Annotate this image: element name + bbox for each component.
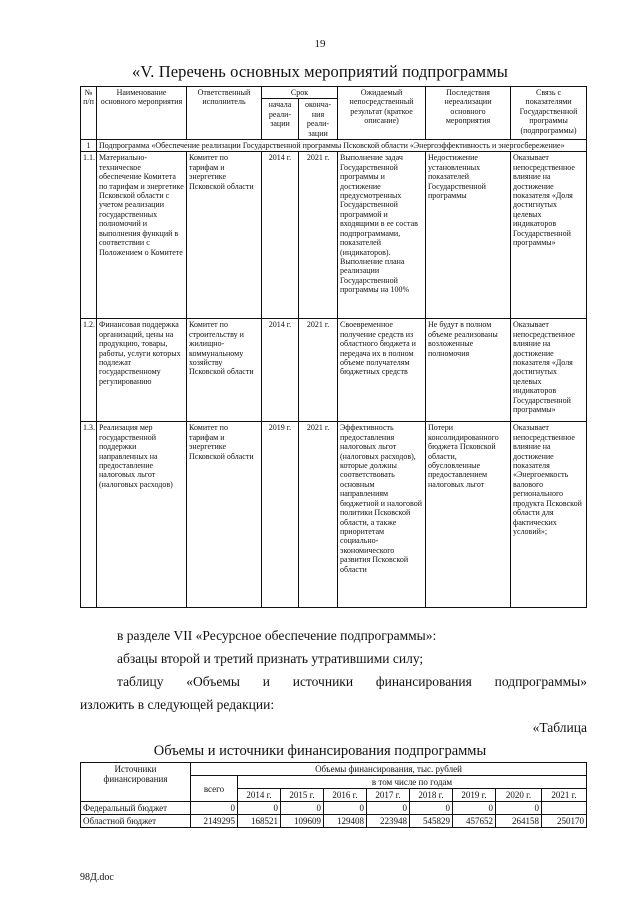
- funding-value: [542, 802, 587, 815]
- row-end: 2021 г.: [299, 422, 338, 608]
- text-line-paragraphs: абзацы второй и третий признать утратившими силу;: [117, 651, 424, 666]
- table-row: [81, 422, 587, 608]
- funding-value: 0: [367, 802, 410, 815]
- row-expected: Своевременное получение средств из областного бюджета и передача их в полном объеме получателям бюджетных средств: [338, 319, 426, 422]
- header-term-start: начала реали-зации: [262, 99, 299, 140]
- text-line-table-ref: таблицу «Объемы и источники финансирования подпрограммы»: [117, 674, 587, 689]
- table-row: [81, 152, 587, 319]
- year-header: 2014 г.: [238, 789, 281, 802]
- row-consequences: Недостижение установленных показателей Государственной программы: [426, 152, 511, 319]
- header-name: Наименование основного мероприятия: [97, 87, 187, 140]
- header-link: Связь с показателями Государственной программы (подпрограммы): [511, 87, 587, 140]
- year-header: 2017 г.: [367, 789, 410, 802]
- header-consequences: Последствия нереализации основного мероприятия: [426, 87, 511, 140]
- row-num: 1.2.: [81, 319, 97, 422]
- page-number: 19: [314, 38, 326, 50]
- year-header: 2015 г.: [281, 789, 324, 802]
- funding-value: 0: [453, 802, 496, 815]
- funding-value: 168521: [238, 815, 281, 828]
- row-num: 1.1.: [81, 152, 97, 319]
- table-row: [81, 815, 587, 828]
- header-expected: Ожидаемый непосредственный результат (краткое описание): [338, 87, 426, 140]
- table-row: [81, 802, 587, 815]
- row-start: 2014 г.: [262, 152, 299, 319]
- year-header: 2021 г.: [542, 789, 587, 802]
- subprogram-text: Подпрограмма «Обеспечение реализации Государственной программы Псковской области «Энергоэффективность и энергосбережение»: [97, 140, 587, 152]
- funding-value: 0: [324, 802, 367, 815]
- funding-table-title: Объемы и источники финансирования подпрограммы: [153, 743, 487, 759]
- row-num: 1.3.: [81, 422, 97, 608]
- subprogram-num: 1: [81, 140, 97, 152]
- year-header: 2016 г.: [324, 789, 367, 802]
- row-end: 2021 г.: [299, 319, 338, 422]
- row-expected: Эффективность предоставления налоговых льгот (налоговых расходов), которые должны соответствовать основным направлениям бюджетной и налоговой политики Псковской области, а также приоритетам социально-экономического развития Псковской области: [338, 422, 426, 608]
- funding-by-year-header: в том числе по годам: [238, 776, 587, 789]
- year-header: 2019 г.: [453, 789, 496, 802]
- funding-value: 457652: [453, 815, 496, 828]
- funding-value: 0: [496, 802, 542, 815]
- row-name: Финансовая поддержка организаций, цены на продукцию, товары, работы, услуги которых подлежат государственному регулированию: [97, 319, 187, 422]
- row-name: Материально-техническое обеспечение Комитета по тарифам и энергетике Псковской области с учетом реализации государственных полномочий и выполнения функций в соответствии с Положением о Комитете: [97, 152, 187, 319]
- funding-volumes-header: Объемы финансирования, тыс. рублей: [191, 763, 587, 776]
- funding-row-total: 0: [191, 802, 238, 815]
- text-line-section-vii: в разделе VII «Ресурсное обеспечение подпрограммы»:: [117, 628, 437, 643]
- row-link: Оказывает непосредственное влияние на достижение показателя «Энергоемкость валового регионального продукта Псковской области для фактических условий»;: [511, 422, 587, 608]
- year-header: 2020 г.: [496, 789, 542, 802]
- funding-row-label: Федеральный бюджет: [81, 802, 191, 815]
- subprogram-row: [81, 140, 587, 152]
- row-start: 2014 г.: [262, 319, 299, 422]
- funding-value: 0: [281, 802, 324, 815]
- row-responsible: Комитет по тарифам и энергетике Псковской области: [187, 152, 262, 319]
- header-responsible: Ответственный исполнитель: [187, 87, 262, 140]
- row-responsible: Комитет по строительству и жилищно-коммунальному хозяйству Псковской области: [187, 319, 262, 422]
- section-title: «V. Перечень основных мероприятий подпрограммы: [132, 62, 508, 81]
- row-name: Реализация мер государственной поддержки направленных на предоставление налоговых льгот (налоговых расходов): [97, 422, 187, 608]
- row-consequences: Потери консолидированного бюджета Псковской области, обусловленные предоставлением налоговых льгот: [426, 422, 511, 608]
- funding-value: 129408: [324, 815, 367, 828]
- funding-source-header: Источники финансирования: [81, 763, 191, 802]
- funding-table: [80, 762, 587, 828]
- activities-header-row: [81, 87, 587, 99]
- row-link: Оказывает непосредственное влияние на достижение показателя «Доля достигнутых целевых индикаторов Государственной программы»: [511, 319, 587, 422]
- funding-total-header: всего: [191, 776, 238, 802]
- funding-value: 250170: [542, 815, 587, 828]
- funding-header-row: [81, 763, 587, 776]
- row-expected: Выполнение задач Государственной программы и достижение предусмотренных Государственной программой и входящими в ее состав подпрограммами, показателей (индикаторов). Выполнение плана реализации Государственной программы на 100%: [338, 152, 426, 319]
- activities-table: [80, 86, 587, 608]
- funding-value: 0: [410, 802, 453, 815]
- table-row: [81, 319, 587, 422]
- text-line-new-edition: изложить в следующей редакции:: [80, 697, 275, 712]
- header-term: Срок: [262, 87, 338, 99]
- funding-value: 223948: [367, 815, 410, 828]
- row-consequences: Не будут в полном объеме реализованы возложенные полномочия: [426, 319, 511, 422]
- funding-value: 545829: [410, 815, 453, 828]
- year-header: 2018 г.: [410, 789, 453, 802]
- funding-row-total: 2149295: [191, 815, 238, 828]
- row-start: 2019 г.: [262, 422, 299, 608]
- funding-value: 109609: [281, 815, 324, 828]
- text-line-table-label: «Таблица: [532, 720, 587, 735]
- funding-value: 264158: [496, 815, 542, 828]
- row-responsible: Комитет по тарифам и энергетике Псковской области: [187, 422, 262, 608]
- row-end: 2021 г.: [299, 152, 338, 319]
- funding-value: 0: [238, 802, 281, 815]
- funding-row-label: Областной бюджет: [81, 815, 191, 828]
- file-name-footer: 98Д.doc: [80, 872, 114, 883]
- row-link: Оказывает непосредственное влияние на достижение показателя «Доля достигнутых целевых индикаторов Государственной программы»: [511, 152, 587, 319]
- header-term-end: оконча-ния реали-зации: [299, 99, 338, 140]
- header-num: № п/п: [81, 87, 97, 140]
